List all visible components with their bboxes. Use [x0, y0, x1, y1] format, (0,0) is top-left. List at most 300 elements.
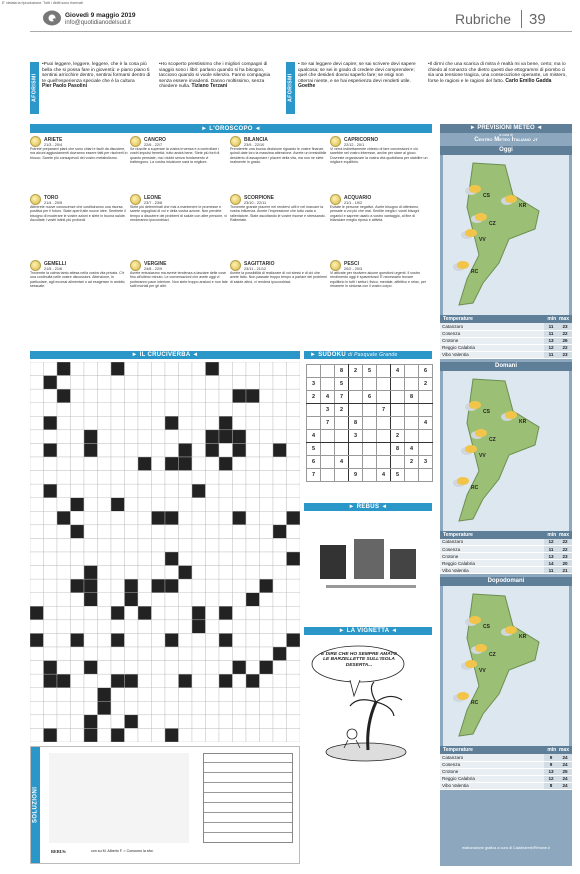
sudoku-cell[interactable]: [349, 378, 363, 391]
crossword-cell: [246, 606, 260, 620]
crossword-cell: [287, 389, 301, 403]
crossword-cell: [125, 728, 139, 742]
sudoku-cell[interactable]: [377, 456, 391, 469]
sudoku-cell[interactable]: 8: [335, 365, 349, 378]
crossword-cell: [125, 498, 139, 512]
crossword-cell: [192, 674, 206, 688]
sudoku-cell[interactable]: [321, 469, 335, 482]
sudoku-cell[interactable]: [419, 443, 433, 456]
crossword-cell: [138, 606, 152, 620]
crossword-cell: [98, 633, 112, 647]
crossword-cell: [192, 606, 206, 620]
crossword-cell: [44, 376, 58, 390]
map-label: CZ: [489, 436, 496, 443]
crossword-cell: [273, 593, 287, 607]
rebus-solution-label: REBUS:: [51, 849, 67, 854]
sudoku-cell[interactable]: [391, 456, 405, 469]
crossword-cell: [57, 525, 71, 539]
sudoku-cell[interactable]: [363, 404, 377, 417]
sudoku-cell[interactable]: [405, 365, 419, 378]
crossword-cell: [260, 701, 274, 715]
sudoku-cell[interactable]: [419, 391, 433, 404]
crossword-cell: [125, 538, 139, 552]
sign-dates: 21/3 - 20/4: [44, 142, 63, 147]
crossword-cell: [152, 728, 166, 742]
horoscope-sign-toro: [30, 194, 128, 222]
crossword-cell: [165, 701, 179, 715]
crossword-cell: [125, 525, 139, 539]
sign-dates: 22/6 - 22/7: [144, 142, 163, 147]
weather-icon: [475, 429, 487, 437]
sign-name: ACQUARIO: [344, 194, 372, 201]
crossword-cell: [71, 647, 85, 661]
crossword-cell: [206, 457, 220, 471]
crossword-cell: [30, 606, 44, 620]
crossword-cell: [233, 633, 247, 647]
crossword-cell: [152, 403, 166, 417]
horoscope-sign-pesci: [330, 260, 428, 288]
aforism-2: •Ho scoperto prestissimo che i migliori compagni di viaggio sono i libri: parlano quando si ha bisogno, tacciono quando si vuole silenzio. Fanno compagnia senza essere invadenti. Danno moltissimo, senza chiedere nulla. Tiziano Terzani: [159, 62, 271, 90]
crossword-cell: [84, 403, 98, 417]
crossword-cell: [273, 552, 287, 566]
temperature-header: Temperature min max: [440, 531, 572, 539]
sudoku-cell[interactable]: [391, 378, 405, 391]
temp-min: 11: [544, 351, 558, 358]
crossword-cell: [233, 498, 247, 512]
crossword-cell: [30, 430, 44, 444]
sudoku-cell[interactable]: [335, 417, 349, 430]
crossword-cell: [192, 715, 206, 729]
sudoku-cell[interactable]: [419, 430, 433, 443]
issue-date: Giovedì 9 maggio 2019: [65, 12, 136, 19]
crossword-cell: [206, 403, 220, 417]
sudoku-cell[interactable]: 3: [349, 430, 363, 443]
zodiac-icon: [130, 194, 141, 205]
sudoku-cell[interactable]: 4: [307, 430, 321, 443]
crossword-cell: [44, 606, 58, 620]
rebus-title: ► REBUS ◄: [304, 503, 432, 511]
crossword-cell: [44, 715, 58, 729]
crossword-cell: [57, 647, 71, 661]
sudoku-cell[interactable]: [307, 404, 321, 417]
crossword-cell: [179, 633, 193, 647]
crossword-cell: [192, 430, 206, 444]
sudoku-cell[interactable]: [335, 443, 349, 456]
zodiac-icon: [330, 194, 341, 205]
crossword-cell: [71, 728, 85, 742]
sudoku-cell[interactable]: [335, 469, 349, 482]
map-label: KR: [519, 418, 527, 425]
crossword-cell: [152, 538, 166, 552]
crossword-cell: [111, 416, 125, 430]
crossword-cell: [219, 525, 233, 539]
crossword-cell: [206, 389, 220, 403]
sudoku-cell[interactable]: [377, 417, 391, 430]
crossword-cell: [152, 566, 166, 580]
crossword-cell: [179, 457, 193, 471]
crossword-cell: [30, 389, 44, 403]
zodiac-icon: [130, 260, 141, 271]
crossword-cell: [125, 661, 139, 675]
sudoku-cell[interactable]: [363, 417, 377, 430]
zodiac-icon: [230, 136, 241, 147]
sudoku-cell[interactable]: [349, 443, 363, 456]
crossword-cell: [30, 457, 44, 471]
sudoku-cell[interactable]: 5: [363, 365, 377, 378]
crossword-cell: [287, 728, 301, 742]
crossword-cell: [179, 484, 193, 498]
city-name: Catanzaro: [440, 323, 544, 330]
crossword-cell: [219, 661, 233, 675]
temp-max: 22: [558, 546, 572, 553]
crossword-cell: [165, 674, 179, 688]
sudoku-cell[interactable]: 9: [349, 469, 363, 482]
crossword-cell: [98, 728, 112, 742]
sudoku-cell[interactable]: [321, 378, 335, 391]
sudoku-cell[interactable]: [363, 430, 377, 443]
weather-icon: [457, 477, 469, 485]
header-divider: [521, 10, 522, 28]
sudoku-cell[interactable]: [405, 404, 419, 417]
contact-email[interactable]: info@quotidianodelsud.it: [65, 20, 131, 26]
crossword-cell: [165, 389, 179, 403]
crossword-cell: [57, 688, 71, 702]
map-label: VV: [479, 237, 486, 243]
crossword-cell: [246, 376, 260, 390]
crossword-cell: [30, 566, 44, 580]
sudoku-cell[interactable]: [405, 430, 419, 443]
city-name: Cosenza: [440, 546, 544, 553]
sudoku-cell[interactable]: [321, 365, 335, 378]
sudoku-cell[interactable]: [349, 391, 363, 404]
crossword-cell: [273, 606, 287, 620]
crossword-cell: [233, 511, 247, 525]
map-label: CS: [483, 624, 490, 630]
crossword-cell: [179, 403, 193, 417]
sudoku-cell[interactable]: 3: [321, 404, 335, 417]
crossword-cell: [44, 633, 58, 647]
sudoku-cell[interactable]: [419, 469, 433, 482]
crossword-cell: [260, 647, 274, 661]
crossword-cell: [206, 416, 220, 430]
sudoku-cell[interactable]: 2: [419, 378, 433, 391]
crossword-cell: [57, 416, 71, 430]
meteo-title: ► PREVISIONI METEO ◄: [440, 124, 572, 133]
crossword-cell: [192, 511, 206, 525]
sudoku-cell[interactable]: [377, 365, 391, 378]
sudoku-cell[interactable]: 6: [363, 391, 377, 404]
crossword-cell: [98, 593, 112, 607]
crossword-cell: [165, 661, 179, 675]
crossword-cell: [179, 606, 193, 620]
sudoku-cell[interactable]: [391, 417, 405, 430]
crossword-cell: [57, 606, 71, 620]
crossword-grid[interactable]: [30, 362, 300, 742]
crossword-cell: [111, 661, 125, 675]
sudoku-cell[interactable]: [377, 443, 391, 456]
crossword-cell: [84, 362, 98, 376]
crossword-cell: [71, 403, 85, 417]
crossword-cell: [260, 728, 274, 742]
crossword-cell: [192, 457, 206, 471]
crossword-cell: [44, 593, 58, 607]
crossword-cell: [206, 566, 220, 580]
crossword-cell: [125, 362, 139, 376]
crossword-cell: [111, 403, 125, 417]
crossword-cell: [287, 511, 301, 525]
crossword-cell: [179, 552, 193, 566]
sudoku-cell[interactable]: 3: [419, 456, 433, 469]
sudoku-cell[interactable]: [321, 443, 335, 456]
solutions-crossword: [49, 753, 189, 843]
sudoku-cell[interactable]: [349, 404, 363, 417]
crossword-cell: [71, 552, 85, 566]
crossword-cell: [233, 701, 247, 715]
crossword-cell: [152, 633, 166, 647]
sudoku-cell[interactable]: 7: [307, 469, 321, 482]
sudoku-cell[interactable]: 4: [335, 456, 349, 469]
crossword-cell: [273, 728, 287, 742]
sign-dates: 21/4 - 20/5: [44, 200, 63, 205]
weather-icon: [505, 195, 517, 203]
crossword-cell: [125, 579, 139, 593]
soluzioni-tag: SOLUZIONI: [31, 747, 40, 863]
crossword-cell: [219, 376, 233, 390]
crossword-cell: [84, 471, 98, 485]
sign-dates: 23/10 - 22/11: [244, 200, 267, 205]
sudoku-cell[interactable]: [377, 430, 391, 443]
sudoku-cell[interactable]: [405, 417, 419, 430]
crossword-cell: [152, 430, 166, 444]
crossword-cell: [111, 674, 125, 688]
crossword-cell: [111, 389, 125, 403]
crossword-cell: [206, 538, 220, 552]
sudoku-cell[interactable]: 2: [391, 430, 405, 443]
city-name: Reggio Calabria: [440, 344, 544, 351]
section-title: Rubriche: [455, 11, 512, 27]
crossword-cell: [98, 457, 112, 471]
sudoku-cell[interactable]: [377, 378, 391, 391]
crossword-cell: [273, 674, 287, 688]
crossword-cell: [246, 728, 260, 742]
crossword-cell: [287, 674, 301, 688]
sign-text: Evitate le persone negative. Avete bisogno di ottimismo, pensate a voi più che mai. Sentite meglio i vostri bisogni organici e saprete usarlo a vostro vantaggio, al fine di bilanciare meglio riposo e attività.: [330, 205, 420, 222]
sudoku-title: ► SUDOKU di Pasquale Grande: [304, 351, 432, 359]
sudoku-cell[interactable]: 2: [307, 391, 321, 404]
crossword-cell: [287, 661, 301, 675]
crossword-cell: [233, 525, 247, 539]
crossword-cell: [219, 579, 233, 593]
horoscope-sign-acquario: [330, 194, 428, 222]
sudoku-cell[interactable]: 2: [335, 404, 349, 417]
sign-name: ARIETE: [44, 136, 63, 143]
sudoku-cell[interactable]: 3: [307, 378, 321, 391]
crossword-cell: [192, 620, 206, 634]
crossword-cell: [206, 647, 220, 661]
crossword-cell: [179, 376, 193, 390]
crossword-cell: [219, 511, 233, 525]
crossword-cell: [219, 552, 233, 566]
sudoku-cell[interactable]: [377, 391, 391, 404]
crossword-cell: [206, 511, 220, 525]
sudoku-cell[interactable]: 4: [321, 391, 335, 404]
crossword-cell: [152, 362, 166, 376]
sudoku-cell[interactable]: [405, 378, 419, 391]
sudoku-cell[interactable]: [391, 391, 405, 404]
crossword-cell: [138, 538, 152, 552]
sudoku-cell[interactable]: 2: [349, 365, 363, 378]
crossword-cell: [233, 443, 247, 457]
crossword-cell: [192, 688, 206, 702]
sudoku-cell[interactable]: 4: [405, 443, 419, 456]
sudoku-cell[interactable]: 5: [307, 443, 321, 456]
sudoku-cell[interactable]: [363, 469, 377, 482]
sudoku-cell[interactable]: 8: [349, 417, 363, 430]
sudoku-cell[interactable]: 6: [419, 365, 433, 378]
horoscope-sign-bilancia: [230, 136, 328, 164]
sudoku-cell[interactable]: 8: [405, 391, 419, 404]
sudoku-cell[interactable]: 4: [419, 417, 433, 430]
crossword-cell: [287, 416, 301, 430]
sudoku-cell[interactable]: [349, 456, 363, 469]
crossword-cell: [165, 593, 179, 607]
crossword-cell: [111, 430, 125, 444]
sudoku-cell[interactable]: 4: [377, 469, 391, 482]
crossword-cell: [125, 376, 139, 390]
crossword-cell: [206, 552, 220, 566]
crossword-cell: [219, 484, 233, 498]
crossword-cell: [111, 457, 125, 471]
crossword-cell: [192, 471, 206, 485]
crossword-cell: [246, 633, 260, 647]
crossword-cell: [165, 633, 179, 647]
crossword-cell: [125, 606, 139, 620]
crossword-cell: [165, 579, 179, 593]
crossword-cell: [71, 430, 85, 444]
cartoon: [306, 640, 432, 768]
crossword-cell: [111, 471, 125, 485]
sudoku-cell[interactable]: 5: [391, 469, 405, 482]
temperature-row: [440, 567, 572, 574]
temp-max: 25: [558, 768, 572, 775]
sudoku-cell[interactable]: [307, 417, 321, 430]
crossword-cell: [179, 566, 193, 580]
sign-text: Siete più determinati che mai a mantenere le promesse e sarete orgogliosi di voi e della vostra azione. Non perdete tempo a discutere dei problemi di salute con altre persone, vi renderanno ipocondriaci.: [130, 205, 227, 222]
sudoku-cell[interactable]: 8: [391, 443, 405, 456]
weather-icon: [475, 213, 487, 221]
crossword-cell: [192, 728, 206, 742]
sudoku-cell[interactable]: 4: [391, 365, 405, 378]
crossword-cell: [44, 443, 58, 457]
sudoku-cell[interactable]: [321, 456, 335, 469]
crossword-cell: [98, 566, 112, 580]
crossword-cell: [30, 620, 44, 634]
crossword-cell: [138, 457, 152, 471]
crossword-cell: [71, 376, 85, 390]
crossword-cell: [57, 715, 71, 729]
crossword-cell: [125, 701, 139, 715]
crossword-cell: [233, 538, 247, 552]
sign-name: VERGINE: [144, 260, 167, 267]
crossword-cell: [84, 566, 98, 580]
crossword-cell: [30, 552, 44, 566]
solutions-box: [30, 746, 300, 864]
sudoku-cell[interactable]: [363, 378, 377, 391]
sudoku-cell[interactable]: [307, 365, 321, 378]
crossword-cell: [71, 688, 85, 702]
crossword-cell: [165, 620, 179, 634]
temp-min: 13: [544, 553, 558, 560]
weather-icon: [469, 185, 481, 193]
sudoku-cell[interactable]: [391, 404, 405, 417]
crossword-cell: [206, 674, 220, 688]
sudoku-cell[interactable]: 2: [405, 456, 419, 469]
crossword-cell: [219, 403, 233, 417]
crossword-cell: [192, 647, 206, 661]
crossword-cell: [273, 661, 287, 675]
crossword-cell: [138, 484, 152, 498]
crossword-cell: [125, 552, 139, 566]
crossword-cell: [84, 376, 98, 390]
crossword-cell: [30, 403, 44, 417]
crossword-cell: [179, 593, 193, 607]
crossword-cell: [273, 511, 287, 525]
sudoku-cell[interactable]: [363, 456, 377, 469]
crossword-cell: [125, 593, 139, 607]
crossword-cell: [152, 525, 166, 539]
sudoku-cell[interactable]: [405, 469, 419, 482]
sign-dates: 21/5 - 21/6: [44, 266, 63, 271]
crossword-cell: [44, 538, 58, 552]
crossword-cell: [273, 566, 287, 580]
crossword-cell: [165, 647, 179, 661]
crossword-cell: [125, 566, 139, 580]
sudoku-grid[interactable]: [306, 364, 433, 482]
sign-dates: 23/11 - 21/12: [244, 266, 267, 271]
crossword-cell: [30, 471, 44, 485]
sudoku-cell[interactable]: [321, 430, 335, 443]
crossword-cell: [179, 701, 193, 715]
crossword-cell: [260, 471, 274, 485]
sudoku-cell[interactable]: [363, 443, 377, 456]
crossword-cell: [138, 715, 152, 729]
crossword-cell: [152, 593, 166, 607]
sudoku-cell[interactable]: 7: [321, 417, 335, 430]
crossword-cell: [30, 579, 44, 593]
crossword-cell: [192, 633, 206, 647]
sudoku-cell[interactable]: 7: [377, 404, 391, 417]
sudoku-cell[interactable]: 6: [307, 456, 321, 469]
crossword-cell: [30, 728, 44, 742]
crossword-cell: [30, 633, 44, 647]
crossword-cell: [125, 674, 139, 688]
crossword-cell: [233, 579, 247, 593]
crossword-cell: [98, 416, 112, 430]
crossword-cell: [246, 403, 260, 417]
crossword-cell: [260, 484, 274, 498]
crossword-cell: [152, 647, 166, 661]
crossword-cell: [233, 647, 247, 661]
sudoku-cell[interactable]: 7: [335, 391, 349, 404]
sudoku-cell[interactable]: [419, 404, 433, 417]
crossword-cell: [30, 362, 44, 376]
crossword-cell: [260, 620, 274, 634]
crossword-cell: [71, 538, 85, 552]
sudoku-cell[interactable]: 5: [335, 378, 349, 391]
sudoku-cell[interactable]: [335, 430, 349, 443]
crossword-cell: [287, 457, 301, 471]
horoscope-grid: [30, 136, 432, 336]
